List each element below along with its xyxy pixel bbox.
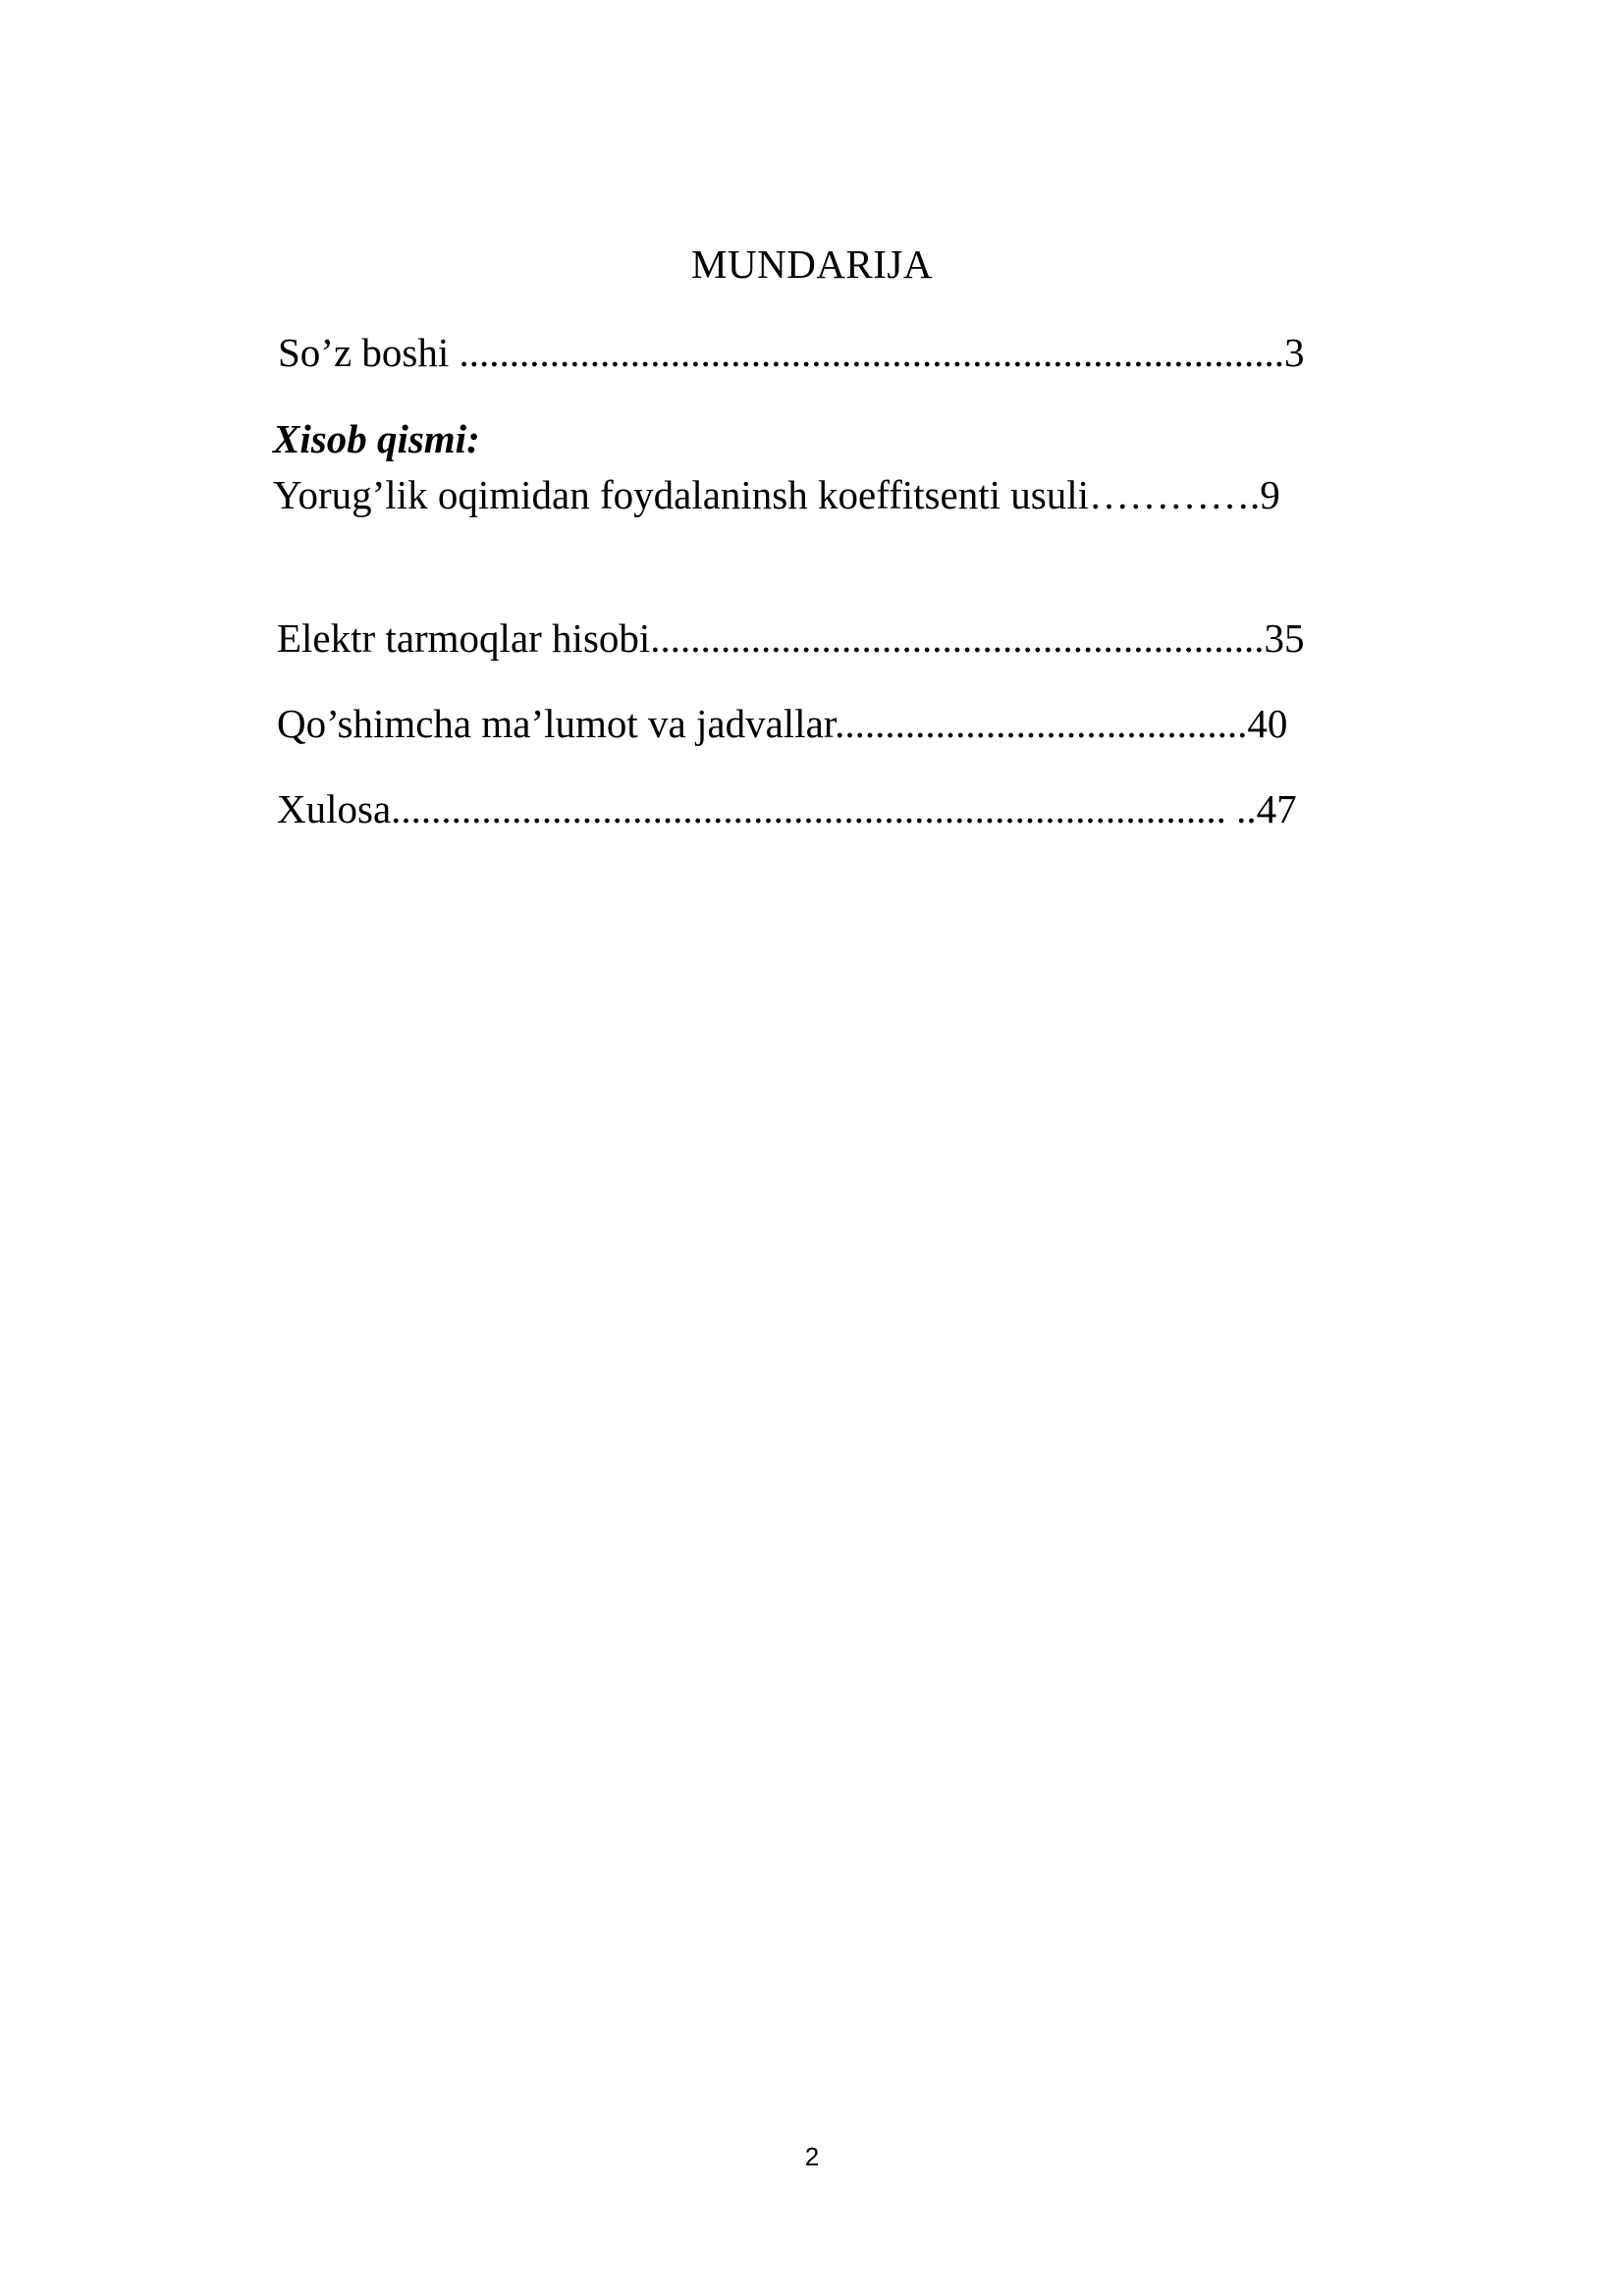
page-title: MUNDARIJA [691, 241, 933, 287]
toc-entry-yoruglik: Yorug’lik oqimidan foydalaninsh koeffitsenti usuli………….9 [273, 472, 1280, 517]
toc-entry-qoshimcha: Qo’shimcha ma’lumot va jadvallar.........................................40 [277, 701, 1288, 746]
toc-section-heading: Xisob qismi: [273, 416, 480, 461]
page-number: 2 [804, 2142, 820, 2171]
toc-entry-xulosa: Xulosa................................................................................... ..47 [277, 786, 1297, 831]
toc-entry-soz-boshi: So’z boshi ..................................................................................3 [278, 330, 1305, 375]
toc-entry-elektr: Elektr tarmoqlar hisobi.............................................................35 [277, 615, 1305, 661]
